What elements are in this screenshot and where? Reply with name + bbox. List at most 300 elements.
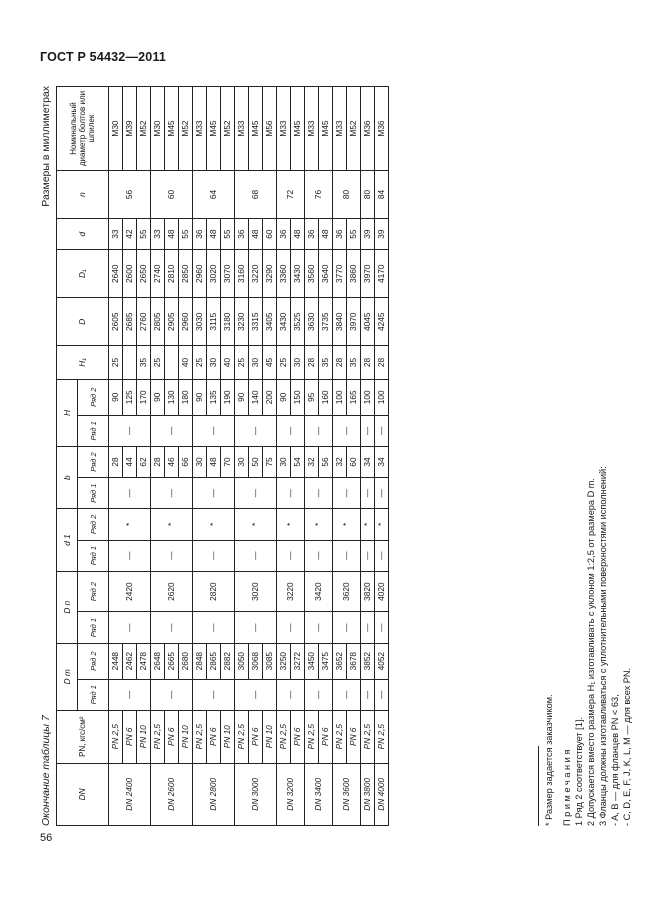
note-1: 1 Ряд 2 соответствует [1]. <box>574 717 584 826</box>
cell-bolt: M33 <box>305 87 319 171</box>
cell-d: 36 <box>235 219 249 250</box>
cell-dm-row2: 2882 <box>221 643 235 679</box>
cell-h-row2: 90 <box>109 379 123 415</box>
cell-d: 48 <box>291 219 305 250</box>
cell-dn-row2: 3220 <box>277 571 305 612</box>
cell-b-row2: 30 <box>235 446 249 477</box>
cell-h-row2: 90 <box>151 379 165 415</box>
table-row <box>375 87 389 826</box>
cell-d: 55 <box>347 219 361 250</box>
cell-pn: PN 10 <box>179 710 193 763</box>
cell-dm-row1: — <box>305 679 333 710</box>
cell-h-row1: — <box>277 415 305 446</box>
cell-n: 72 <box>277 171 305 219</box>
cell-pn: PN 2,5 <box>305 710 319 763</box>
cell-b-row2: 32 <box>305 446 319 477</box>
cell-b-row2: 66 <box>179 446 193 477</box>
cell-D1: 3070 <box>221 250 235 298</box>
note-5: - C, D, E, F, J, K, L, M — для всех PN. <box>622 667 632 826</box>
cell-D: 2805 <box>151 298 165 346</box>
cell-dn-row1: — <box>277 612 305 643</box>
cell-pn: PN 6 <box>249 710 263 763</box>
cell-D: 2760 <box>137 298 151 346</box>
cell-h-row2: 130 <box>165 379 179 415</box>
cell-D: 3180 <box>221 298 235 346</box>
cell-b-row2: 54 <box>291 446 305 477</box>
cell-dn: DN 2800 <box>193 763 235 825</box>
cell-h-row1: — <box>193 415 235 446</box>
cell-D1: 2960 <box>193 250 207 298</box>
cell-dn-row2: 2620 <box>151 571 193 612</box>
cell-D: 4045 <box>361 298 375 346</box>
cell-dm-row1: — <box>235 679 277 710</box>
cell-bolt: M33 <box>235 87 249 171</box>
cell-dn-row1: — <box>235 612 277 643</box>
header-dm: D m <box>57 643 78 710</box>
rotated-page-content <box>40 86 632 826</box>
header-row2: Ряд 2 <box>78 446 109 477</box>
cell-h-row2: 170 <box>137 379 151 415</box>
header-row1: Ряд 1 <box>78 540 109 571</box>
cell-b-row2: 30 <box>277 446 291 477</box>
cell-n: 68 <box>235 171 277 219</box>
cell-d: 36 <box>333 219 347 250</box>
cell-d: 33 <box>109 219 123 250</box>
cell-d1-row1: — <box>109 540 151 571</box>
cell-pn: PN 10 <box>137 710 151 763</box>
cell-dm-row2: 3085 <box>263 643 277 679</box>
cell-dm-row2: 2478 <box>137 643 151 679</box>
cell-b-row1: — <box>151 478 193 509</box>
cell-h1: 28 <box>375 346 389 380</box>
cell-dm-row2: 3678 <box>347 643 361 679</box>
cell-dn-row2: 3420 <box>305 571 333 612</box>
cell-h1 <box>123 346 137 380</box>
cell-dm-row2: 2448 <box>109 643 123 679</box>
cell-dn: DN 3800 <box>361 763 375 825</box>
cell-h-row2: 135 <box>207 379 221 415</box>
cell-b-row2: 34 <box>375 446 389 477</box>
cell-dm-row1: — <box>277 679 305 710</box>
header-D: D <box>57 298 109 346</box>
cell-dm-row2: 3272 <box>291 643 305 679</box>
table-row <box>333 87 347 826</box>
cell-n: 76 <box>305 171 333 219</box>
cell-dm-row2: 2680 <box>179 643 193 679</box>
cell-D: 3030 <box>193 298 207 346</box>
cell-d: 55 <box>137 219 151 250</box>
cell-D: 3430 <box>277 298 291 346</box>
cell-d1-row1: — <box>151 540 193 571</box>
cell-bolt: M52 <box>179 87 193 171</box>
cell-b-row2: 62 <box>137 446 151 477</box>
cell-pn: PN 6 <box>165 710 179 763</box>
cell-h1: 25 <box>109 346 123 380</box>
cell-dm-row1: — <box>333 679 361 710</box>
cell-D1: 3860 <box>347 250 361 298</box>
cell-h1: 35 <box>319 346 333 380</box>
cell-h-row2: 100 <box>361 379 375 415</box>
cell-dn: DN 3400 <box>305 763 333 825</box>
cell-dm-row2: 2848 <box>193 643 207 679</box>
table-row <box>277 87 291 826</box>
cell-dm-row2: 3050 <box>235 643 249 679</box>
cell-bolt: M45 <box>207 87 221 171</box>
cell-dm-row2: 3450 <box>305 643 319 679</box>
cell-h1: 25 <box>277 346 291 380</box>
cell-pn: PN 2,5 <box>277 710 291 763</box>
cell-d1-row2: * <box>235 509 277 540</box>
cell-d: 39 <box>375 219 389 250</box>
cell-dn-row2: 3020 <box>235 571 277 612</box>
cell-d1-row2: * <box>193 509 235 540</box>
header-row2: Ряд 2 <box>78 643 109 679</box>
header-row1: Ряд 1 <box>78 679 109 710</box>
cell-h-row2: 150 <box>291 379 305 415</box>
cell-h-row2: 95 <box>305 379 319 415</box>
header-dn-col: D п <box>57 571 78 643</box>
note-3: 3 Фланцы должны изготавливаться с уплотнительными поверхностями исполнений: <box>598 466 608 826</box>
cell-h1: 40 <box>179 346 193 380</box>
cell-b-row2: 75 <box>263 446 277 477</box>
cell-b-row2: 46 <box>165 446 179 477</box>
header-D1: D₁ <box>57 250 109 298</box>
cell-d1-row2: * <box>375 509 389 540</box>
cell-D: 4245 <box>375 298 389 346</box>
cell-d: 55 <box>179 219 193 250</box>
cell-pn: PN 2,5 <box>235 710 249 763</box>
cell-h-row1: — <box>151 415 193 446</box>
cell-h-row2: 90 <box>235 379 249 415</box>
cell-dm-row1: — <box>375 679 389 710</box>
cell-pn: PN 6 <box>319 710 333 763</box>
cell-D1: 3160 <box>235 250 249 298</box>
cell-h1: 25 <box>151 346 165 380</box>
cell-d: 48 <box>207 219 221 250</box>
cell-bolt: M52 <box>221 87 235 171</box>
header-h1: H₁ <box>57 346 109 380</box>
cell-bolt: M52 <box>137 87 151 171</box>
cell-dn-row1: — <box>361 612 375 643</box>
flange-dimensions-table <box>56 86 389 826</box>
cell-dn: DN 2600 <box>151 763 193 825</box>
cell-b-row2: 44 <box>123 446 137 477</box>
cell-d1-row1: — <box>375 540 389 571</box>
cell-dm-row1: — <box>151 679 193 710</box>
cell-D1: 3360 <box>277 250 291 298</box>
cell-b-row2: 32 <box>333 446 347 477</box>
cell-b-row2: 60 <box>347 446 361 477</box>
cell-d1-row1: — <box>361 540 375 571</box>
cell-h-row2: 180 <box>179 379 193 415</box>
cell-pn: PN 6 <box>347 710 361 763</box>
cell-bolt: M33 <box>277 87 291 171</box>
cell-bolt: M45 <box>165 87 179 171</box>
cell-h-row1: — <box>109 415 151 446</box>
cell-pn: PN 2,5 <box>333 710 347 763</box>
header-b: b <box>57 446 78 508</box>
cell-dn-row1: — <box>333 612 361 643</box>
units-caption: Размеры в миллиметрах <box>40 86 52 207</box>
cell-dm-row2: 3250 <box>277 643 291 679</box>
cell-b-row1: — <box>277 478 305 509</box>
cell-D: 3115 <box>207 298 221 346</box>
cell-h-row1: — <box>333 415 361 446</box>
cell-h1: 25 <box>235 346 249 380</box>
cell-dm-row2: 2665 <box>165 643 179 679</box>
cell-D: 2905 <box>165 298 179 346</box>
cell-D: 3630 <box>305 298 319 346</box>
cell-dn: DN 2400 <box>109 763 151 825</box>
cell-n: 56 <box>109 171 151 219</box>
cell-D: 2685 <box>123 298 137 346</box>
cell-d: 36 <box>305 219 319 250</box>
cell-dm-row1: — <box>361 679 375 710</box>
cell-h-row2: 90 <box>193 379 207 415</box>
cell-D1: 3290 <box>263 250 277 298</box>
cell-bolt: M45 <box>291 87 305 171</box>
cell-d: 60 <box>263 219 277 250</box>
cell-d1-row2: * <box>151 509 193 540</box>
cell-bolt: M39 <box>123 87 137 171</box>
cell-d1-row1: — <box>305 540 333 571</box>
cell-d: 33 <box>151 219 165 250</box>
cell-b-row1: — <box>361 478 375 509</box>
cell-d: 48 <box>319 219 333 250</box>
table-row <box>235 87 249 826</box>
cell-d: 42 <box>123 219 137 250</box>
page-number: 56 <box>40 832 53 844</box>
cell-dm-row1: — <box>109 679 151 710</box>
cell-d: 39 <box>361 219 375 250</box>
cell-h1: 45 <box>263 346 277 380</box>
table-row <box>151 87 165 826</box>
cell-D: 3970 <box>347 298 361 346</box>
cell-D1: 2640 <box>109 250 123 298</box>
header-d1: d 1 <box>57 509 78 571</box>
cell-b-row2: 28 <box>151 446 165 477</box>
cell-pn: PN 2,5 <box>193 710 207 763</box>
cell-D: 2605 <box>109 298 123 346</box>
cell-dm-row2: 4052 <box>375 643 389 679</box>
cell-dm-row2: 3852 <box>361 643 375 679</box>
cell-D: 3840 <box>333 298 347 346</box>
cell-pn: PN 6 <box>291 710 305 763</box>
header-pn: PN, кгс/см² <box>57 710 109 763</box>
cell-D: 3525 <box>291 298 305 346</box>
cell-b-row1: — <box>109 478 151 509</box>
cell-h1: 35 <box>347 346 361 380</box>
cell-pn: PN 6 <box>123 710 137 763</box>
cell-dm-row1: — <box>193 679 235 710</box>
cell-bolt: M52 <box>347 87 361 171</box>
cell-h-row2: 160 <box>319 379 333 415</box>
table-row <box>193 87 207 826</box>
cell-d: 48 <box>249 219 263 250</box>
cell-dn-row1: — <box>375 612 389 643</box>
cell-b-row2: 34 <box>361 446 375 477</box>
header-dn: DN <box>57 763 109 825</box>
cell-d1-row2: * <box>361 509 375 540</box>
header-row1: Ряд 1 <box>78 415 109 446</box>
cell-b-row1: — <box>235 478 277 509</box>
cell-n: 84 <box>375 171 389 219</box>
cell-d1-row2: * <box>333 509 361 540</box>
header-row2: Ряд 2 <box>78 379 109 415</box>
cell-dn: DN 4000 <box>375 763 389 825</box>
note-4: - A, B — для фланцев PN < 63, <box>610 694 620 826</box>
notes-title: П р и м е ч а н и я <box>562 749 572 826</box>
cell-bolt: M33 <box>333 87 347 171</box>
cell-dn-row2: 4020 <box>375 571 389 612</box>
table-row <box>305 87 319 826</box>
cell-dn-row1: — <box>305 612 333 643</box>
cell-n: 60 <box>151 171 193 219</box>
cell-h-row2: 190 <box>221 379 235 415</box>
cell-dn-row2: 3820 <box>361 571 375 612</box>
table-row <box>109 87 123 826</box>
cell-d1-row2: * <box>305 509 333 540</box>
table-continuation-caption: Окончание таблицы 7 <box>40 715 52 826</box>
cell-dm-row2: 2462 <box>123 643 137 679</box>
cell-b-row2: 28 <box>109 446 123 477</box>
cell-D1: 2810 <box>165 250 179 298</box>
cell-bolt: M30 <box>151 87 165 171</box>
cell-b-row2: 50 <box>249 446 263 477</box>
cell-dm-row2: 3068 <box>249 643 263 679</box>
cell-d1-row1: — <box>277 540 305 571</box>
cell-d1-row2: * <box>277 509 305 540</box>
document-header: ГОСТ Р 54432—2011 <box>40 50 167 64</box>
cell-pn: PN 10 <box>263 710 277 763</box>
cell-pn: PN 10 <box>221 710 235 763</box>
cell-D1: 2600 <box>123 250 137 298</box>
header-row2: Ряд 2 <box>78 509 109 540</box>
cell-bolt: M36 <box>361 87 375 171</box>
cell-b-row1: — <box>193 478 235 509</box>
cell-pn: PN 2,5 <box>361 710 375 763</box>
cell-dn-row2: 3620 <box>333 571 361 612</box>
cell-n: 64 <box>193 171 235 219</box>
cell-pn: PN 2,5 <box>109 710 123 763</box>
header-d: d <box>57 219 109 250</box>
cell-bolt: M45 <box>249 87 263 171</box>
cell-b-row1: — <box>305 478 333 509</box>
cell-b-row2: 30 <box>193 446 207 477</box>
cell-dm-row2: 2865 <box>207 643 221 679</box>
table-notes <box>534 86 633 826</box>
footnote-separator <box>538 746 539 826</box>
cell-d: 36 <box>193 219 207 250</box>
cell-D1: 3640 <box>319 250 333 298</box>
cell-h-row2: 165 <box>347 379 361 415</box>
cell-h-row2: 90 <box>277 379 291 415</box>
cell-dn-row1: — <box>193 612 235 643</box>
cell-h1: 40 <box>221 346 235 380</box>
cell-D1: 3970 <box>361 250 375 298</box>
header-row1: Ряд 1 <box>78 478 109 509</box>
cell-h1: 25 <box>193 346 207 380</box>
cell-bolt: M30 <box>109 87 123 171</box>
cell-h1: 28 <box>333 346 347 380</box>
cell-b-row2: 70 <box>221 446 235 477</box>
cell-bolt: M36 <box>375 87 389 171</box>
cell-h-row2: 125 <box>123 379 137 415</box>
cell-dn-row1: — <box>109 612 151 643</box>
header-bolt: Номинальный диаметр болтов или шпилек <box>57 87 109 171</box>
cell-h-row2: 140 <box>249 379 263 415</box>
cell-bolt: M33 <box>193 87 207 171</box>
cell-dn: DN 3600 <box>333 763 361 825</box>
cell-dm-row2: 3652 <box>333 643 347 679</box>
cell-D: 3315 <box>249 298 263 346</box>
cell-d1-row2: * <box>109 509 151 540</box>
cell-dm-row2: 2648 <box>151 643 165 679</box>
cell-d: 36 <box>277 219 291 250</box>
cell-D1: 2650 <box>137 250 151 298</box>
cell-d1-row1: — <box>193 540 235 571</box>
cell-h1: 28 <box>361 346 375 380</box>
cell-h-row1: — <box>361 415 375 446</box>
cell-h-row2: 100 <box>375 379 389 415</box>
cell-D: 3735 <box>319 298 333 346</box>
cell-dn-row2: 2420 <box>109 571 151 612</box>
cell-D1: 3430 <box>291 250 305 298</box>
cell-dn: DN 3000 <box>235 763 277 825</box>
header-n: n <box>57 171 109 219</box>
cell-D1: 2740 <box>151 250 165 298</box>
cell-dn-row2: 2820 <box>193 571 235 612</box>
cell-n: 80 <box>333 171 361 219</box>
cell-n: 80 <box>361 171 375 219</box>
table-row <box>361 87 375 826</box>
cell-D: 3405 <box>263 298 277 346</box>
cell-h1 <box>165 346 179 380</box>
cell-pn: PN 2,5 <box>151 710 165 763</box>
cell-D1: 2850 <box>179 250 193 298</box>
cell-h-row2: 200 <box>263 379 277 415</box>
cell-D1: 3770 <box>333 250 347 298</box>
cell-h-row2: 100 <box>333 379 347 415</box>
cell-d: 55 <box>221 219 235 250</box>
cell-h-row1: — <box>305 415 333 446</box>
cell-bolt: M56 <box>263 87 277 171</box>
cell-D1: 3020 <box>207 250 221 298</box>
cell-bolt: M45 <box>319 87 333 171</box>
cell-h1: 35 <box>137 346 151 380</box>
cell-dn-row1: — <box>151 612 193 643</box>
header-row2: Ряд 2 <box>78 571 109 612</box>
cell-dm-row2: 3475 <box>319 643 333 679</box>
cell-h1: 28 <box>305 346 319 380</box>
cell-pn: PN 2,5 <box>375 710 389 763</box>
header-h: H <box>57 379 78 446</box>
cell-b-row1: — <box>375 478 389 509</box>
cell-b-row1: — <box>333 478 361 509</box>
cell-D1: 3560 <box>305 250 319 298</box>
cell-h1: 30 <box>291 346 305 380</box>
note-2: 2 Допускается вместо размера H₁ изготавливать с уклоном 1:2,5 от размера D m. <box>586 478 596 826</box>
cell-pn: PN 6 <box>207 710 221 763</box>
cell-D: 2960 <box>179 298 193 346</box>
cell-dn: DN 3200 <box>277 763 305 825</box>
cell-h-row1: — <box>235 415 277 446</box>
header-row1: Ряд 1 <box>78 612 109 643</box>
cell-d1-row1: — <box>235 540 277 571</box>
cell-d1-row1: — <box>333 540 361 571</box>
cell-h1: 30 <box>249 346 263 380</box>
cell-D1: 3220 <box>249 250 263 298</box>
